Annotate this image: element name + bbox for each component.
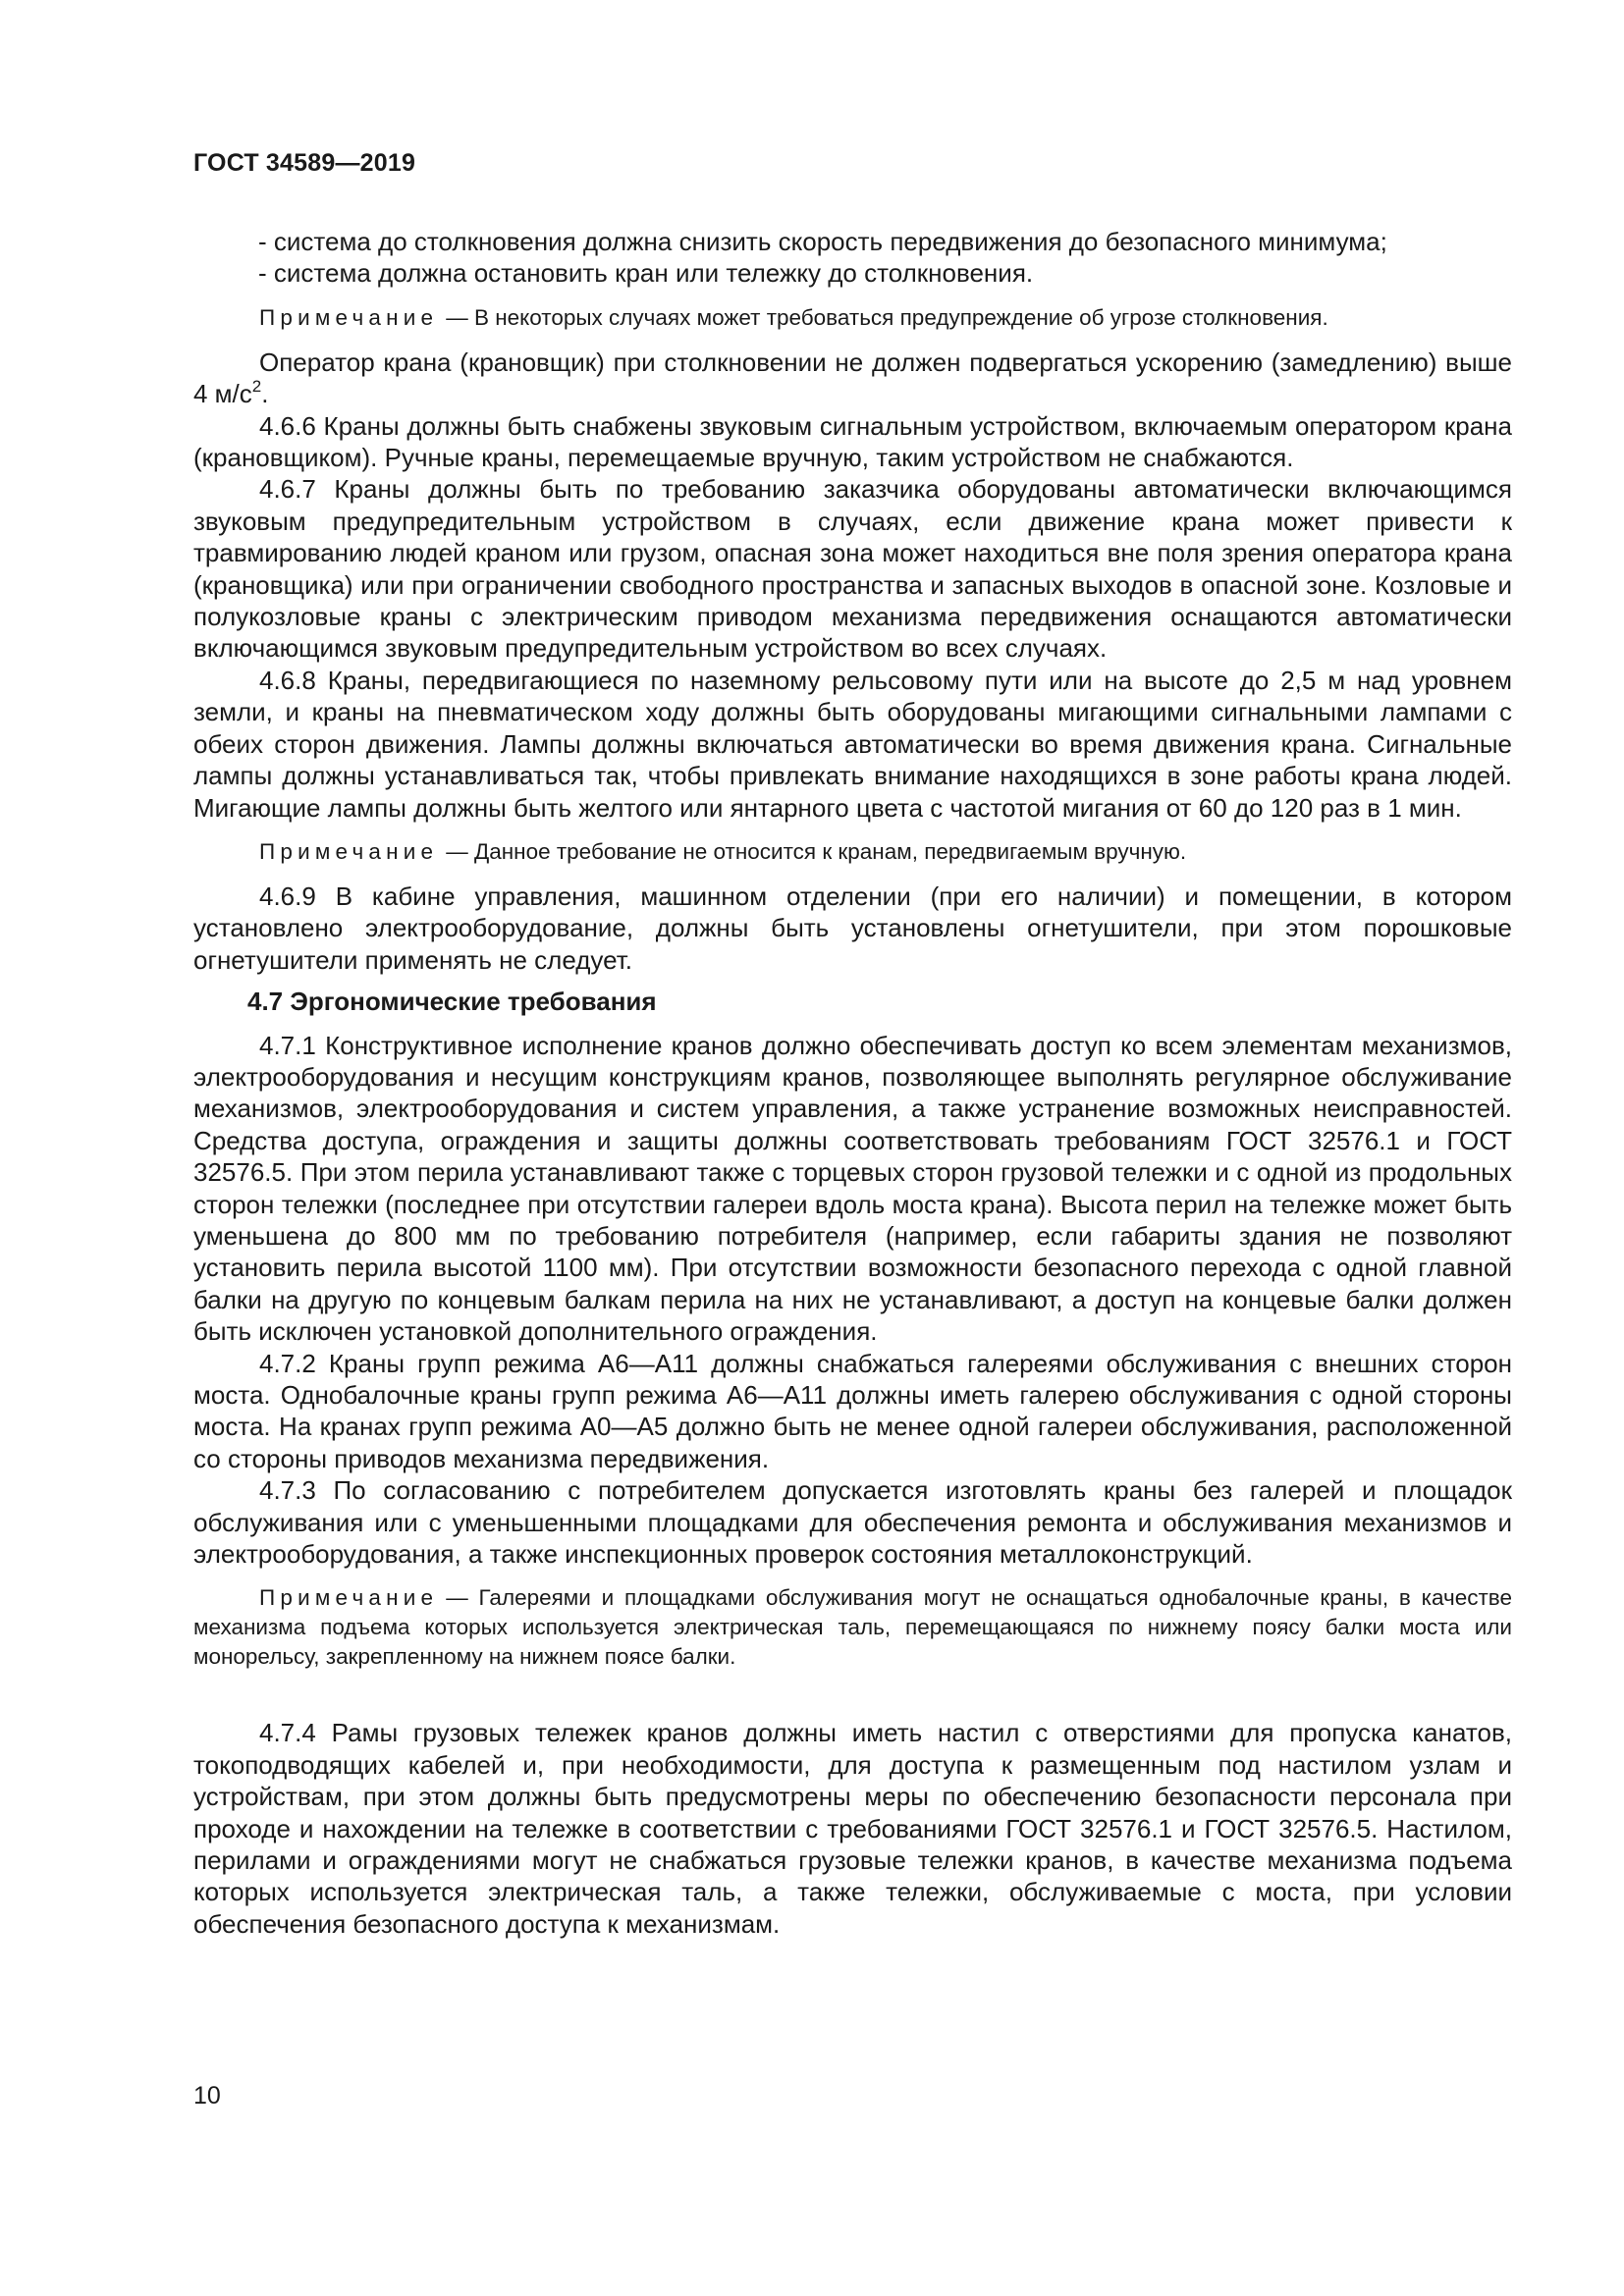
document-body [193,226,1512,1940]
paragraph-4-7-2: 4.7.2 Краны групп режима А6—А11 должны снабжаться галереями обслуживания с внешних сторон моста. Однобалочные краны групп режима А6—А11 должны иметь галерею обслуживания с одной стороны моста. На кранах групп режима А0—А5 должно быть не менее одной галереи обслуживания, расположенной со стороны приводов механизма передвижения. [193,1348,1512,1473]
paragraph-4-6-8: 4.6.8 Краны, передвигающиеся по наземному рельсовому пути или на высоте до 2,5 м над уровнем земли, и краны на пневматическом ходу должны быть оборудованы мигающими сигнальными лампами с обеих сторон движения. Лампы должны включаться автоматически во время движения крана. Сигнальные лампы должны устанавливаться так, чтобы привлекать внимание находящихся в зоне работы крана людей. Мигающие лампы должны быть желтого или янтарного цвета с частотой мигания от 60 до 120 раз в 1 мин. [193,665,1512,823]
note-1 [193,303,1512,333]
superscript: 2 [251,377,262,397]
section-heading-4-7: 4.7 Эргономические требования [247,987,657,1017]
paragraph-4-6-9: 4.6.9 В кабине управления, машинном отделении (при его наличии) и помещении, в котором установлено электрооборудование, должны быть установлены огнетушители, при этом порошковые огнетушители применять не следует. [193,881,1512,975]
note-text: — Галереями и площадками обслуживания могут не оснащаться однобалочные краны, в качестве механизма подъема которых используется электрическая таль, перемещающаяся по нижнему поясу балки моста или монорельсу, закрепленному на нижнем поясе балки. [193,1585,1512,1670]
note-text: — В некоторых случаях может требоваться предупреждение об угрозе столкновения. [446,304,1328,330]
note-label: Примечание [259,1585,439,1611]
paragraph-4-6-7: 4.6.7 Краны должны быть по требованию заказчика оборудованы автоматически включающимся звуковым предупредительным устройством в случаях, если движение крана может привести к травмированию людей краном или грузом, опасная зона может находиться вне поля зрения оператора крана (крановщика) или при ограничении свободного пространства и запасных выходов в опасной зоне. Козловые и полукозловые краны с электрическим приводом механизма передвижения оснащаются автоматически включающимся звуковым предупредительным устройством во всех случаях. [193,474,1512,664]
note-label: Примечание [259,304,439,330]
paragraph-4-7-4: 4.7.4 Рамы грузовых тележек кранов должны иметь настил с отверстиями для пропуска канатов, токоподводящих кабелей и, при необходимости, для доступа к размещенным под настилом узлам и устройствам, при этом должны быть предусмотрены меры по обеспечению безопасности персонала при проходе и нахождении на тележке в соответствии с требованиями ГОСТ 32576.1 и ГОСТ 32576.5. Настилом, перилами и ограждениями могут не снабжаться грузовые тележки кранов, в качестве механизма подъема которых используется электрическая таль, а также тележки, обслуживаемые с моста, при условии обеспечения безопасного доступа к механизмам. [193,1718,1512,1939]
paragraph-4-7-1: 4.7.1 Конструктивное исполнение кранов должно обеспечивать доступ ко всем элементам механизмов, электрооборудования и несущим конструкциям кранов, позволяющее выполнять регулярное обслуживание механизмов, электрооборудования и систем управления, а также устранение возможных неисправностей. Средства доступа, ограждения и защиты должны соответствовать требованиям ГОСТ 32576.1 и ГОСТ 32576.5. При этом перила устанавливают также с торцевых сторон грузовой тележки и с одной из продольных сторон тележки (последнее при отсутствии галереи вдоль моста крана). Высота перил на тележке может быть уменьшена до 800 мм по требованию потребителя (например, если габариты здания не позволяют установить перила высотой 1100 мм). При отсутствии возможности безопасного перехода с одной главной балки на другую по концевым балкам перила на них не устанавливают, а доступ на концевые балки должен быть исключен установкой дополнительного ограждения. [193,1030,1512,1347]
paragraph-4-6-6: 4.6.6 Краны должны быть снабжены звуковым сигнальным устройством, включаемым оператором крана (крановщиком). Ручные краны, перемещаемые вручную, таким устройством не снабжаются. [193,410,1512,473]
document-header: ГОСТ 34589—2019 [193,149,416,177]
paragraph-text-end: . [261,379,269,409]
paragraph-text: Оператор крана (крановщик) при столкновении не должен подвергаться ускорению (замедлению) выше 4 м/с [193,347,1512,409]
note-3 [193,1583,1512,1672]
page-number: 10 [193,2082,221,2109]
list-item-dash-2: - система должна остановить кран или тележку до столкновения. [258,258,1034,289]
note-text: — Данное требование не относится к кранам, передвигаемым вручную. [446,838,1187,864]
paragraph-operator [193,347,1512,410]
paragraph-4-7-3: 4.7.3 По согласованию с потребителем допускается изготовлять краны без галерей и площадок обслуживания или с уменьшенными площадками для обеспечения ремонта и обслуживания механизмов и электрооборудования, а также инспекционных проверок состояния металлоконструкций. [193,1475,1512,1570]
note-2 [193,837,1512,867]
list-item-dash-1: - система до столкновения должна снизить скорость передвижения до безопасного минимума; [258,227,1387,256]
note-label: Примечание [259,838,439,864]
